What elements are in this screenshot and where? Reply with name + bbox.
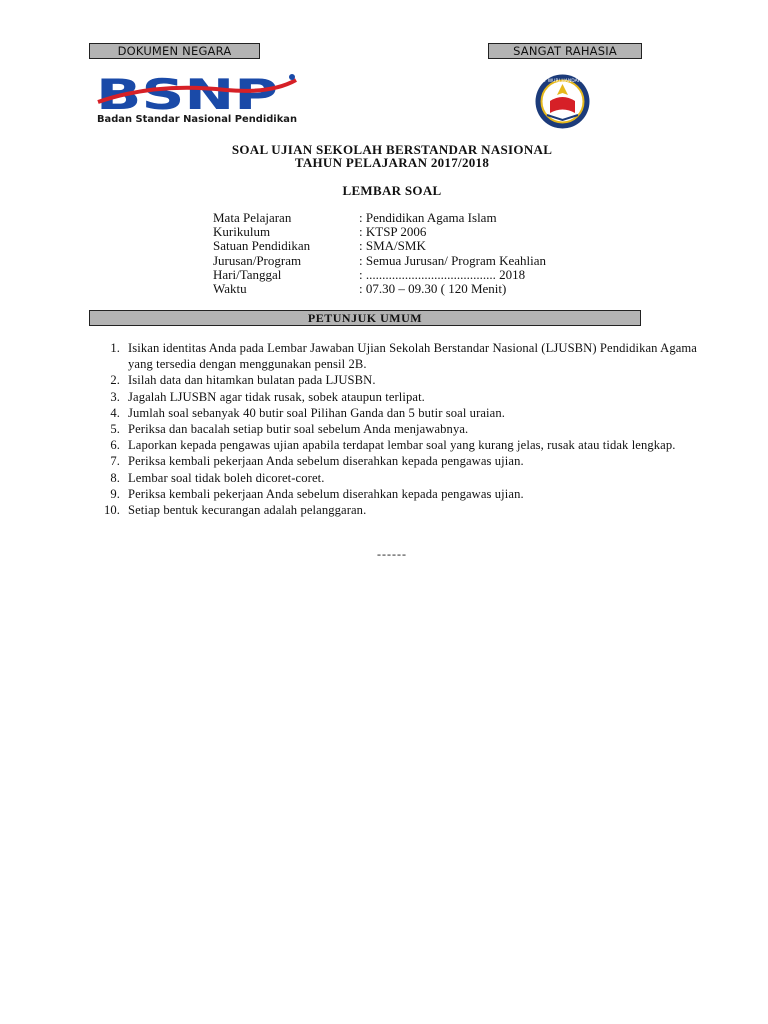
info-value: : ........................................ 2018 xyxy=(359,266,526,282)
list-item-text: Isilah data dan hitamkan bulatan pada LJUSBN. xyxy=(128,373,376,388)
logo-subtitle: Badan Standar Nasional Pendidikan xyxy=(97,114,297,125)
list-item-text: Lembar soal tidak boleh dicoret-coret. xyxy=(128,470,325,485)
list-item-text: Isikan identitas Anda pada Lembar Jawaban Ujian Sekolah Berstandar Nasional (LJUSBN) Pendidikan Agama yang tersedia dengan menggunakan pensil 2B. xyxy=(128,341,697,372)
info-label: Waktu xyxy=(213,280,247,296)
info-value: : Semua Jurusan/ Program Keahlian xyxy=(359,252,547,268)
info-value: : 07.30 – 09.30 ( 120 Menit) xyxy=(359,280,507,296)
list-item xyxy=(98,470,697,486)
list-item xyxy=(98,502,697,518)
info-label: Jurusan/Program xyxy=(213,252,302,268)
bsnp-logo xyxy=(96,72,306,128)
info-value: : Pendidikan Agama Islam xyxy=(359,210,497,225)
list-item-text: Periksa dan bacalah setiap butir soal sebelum Anda menjawabnya. xyxy=(128,422,469,437)
logo-dot xyxy=(289,74,295,80)
list-item xyxy=(98,405,697,421)
list-item-number: 4. xyxy=(110,405,120,420)
section-header-general-instructions: PETUNJUK UMUM xyxy=(89,310,641,326)
list-item xyxy=(98,340,697,372)
list-item-text: Jagalah LJUSBN agar tidak rusak, sobek ataupun terlipat. xyxy=(128,389,425,404)
list-item-number: 5. xyxy=(110,422,120,437)
list-item-text: Laporkan kepada pengawas ujian apabila terdapat lembar soal yang kurang jelas, rusak atau tidak lengkap. xyxy=(128,438,676,453)
list-item-text: Jumlah soal sebanyak 40 butir soal Pilihan Ganda dan 5 butir soal uraian. xyxy=(128,405,505,420)
info-label: Kurikulum xyxy=(213,224,271,240)
info-label: Mata Pelajaran xyxy=(213,210,292,225)
list-item xyxy=(98,372,697,388)
list-item-number: 3. xyxy=(110,389,120,404)
list-item-number: 2. xyxy=(110,373,120,388)
list-item xyxy=(98,437,697,453)
list-item-number: 10. xyxy=(103,503,120,518)
list-item-number: 6. xyxy=(110,438,120,453)
info-label: Satuan Pendidikan xyxy=(213,238,311,254)
info-value: : SMA/SMK xyxy=(359,238,426,254)
list-item-number: 7. xyxy=(110,454,120,469)
list-item xyxy=(98,486,697,502)
end-of-section-mark: ------ xyxy=(377,547,407,561)
exam-title: SOAL UJIAN SEKOLAH BERSTANDAR NASIONAL xyxy=(231,142,553,157)
list-item xyxy=(98,389,697,405)
list-item-text: Periksa kembali pekerjaan Anda sebelum diserahkan kepada pengawas ujian. xyxy=(128,486,524,501)
document-classification-label: DOKUMEN NEGARA xyxy=(89,43,260,59)
list-item-number: 1. xyxy=(110,341,120,355)
secrecy-label: SANGAT RAHASIA xyxy=(488,43,642,59)
list-item-text: Setiap bentuk kecurangan adalah pelanggaran. xyxy=(128,503,367,518)
sheet-title: LEMBAR SOAL xyxy=(342,183,442,198)
tut-wuri-handayani-crest xyxy=(527,73,598,130)
list-item-number: 8. xyxy=(110,470,120,485)
list-item-number: 9. xyxy=(110,486,120,501)
list-item xyxy=(98,421,697,437)
list-item xyxy=(98,453,697,469)
instruction-list xyxy=(98,340,697,518)
logo-text: BSNP xyxy=(96,72,278,119)
academic-year: TAHUN PELAJARAN 2017/2018 xyxy=(294,155,490,170)
info-label: Hari/Tanggal xyxy=(213,266,282,282)
crest-motto: TUT WURI HANDAYANI xyxy=(537,79,588,84)
info-value: : KTSP 2006 xyxy=(359,224,427,240)
list-item-text: Periksa kembali pekerjaan Anda sebelum diserahkan kepada pengawas ujian. xyxy=(128,454,524,469)
